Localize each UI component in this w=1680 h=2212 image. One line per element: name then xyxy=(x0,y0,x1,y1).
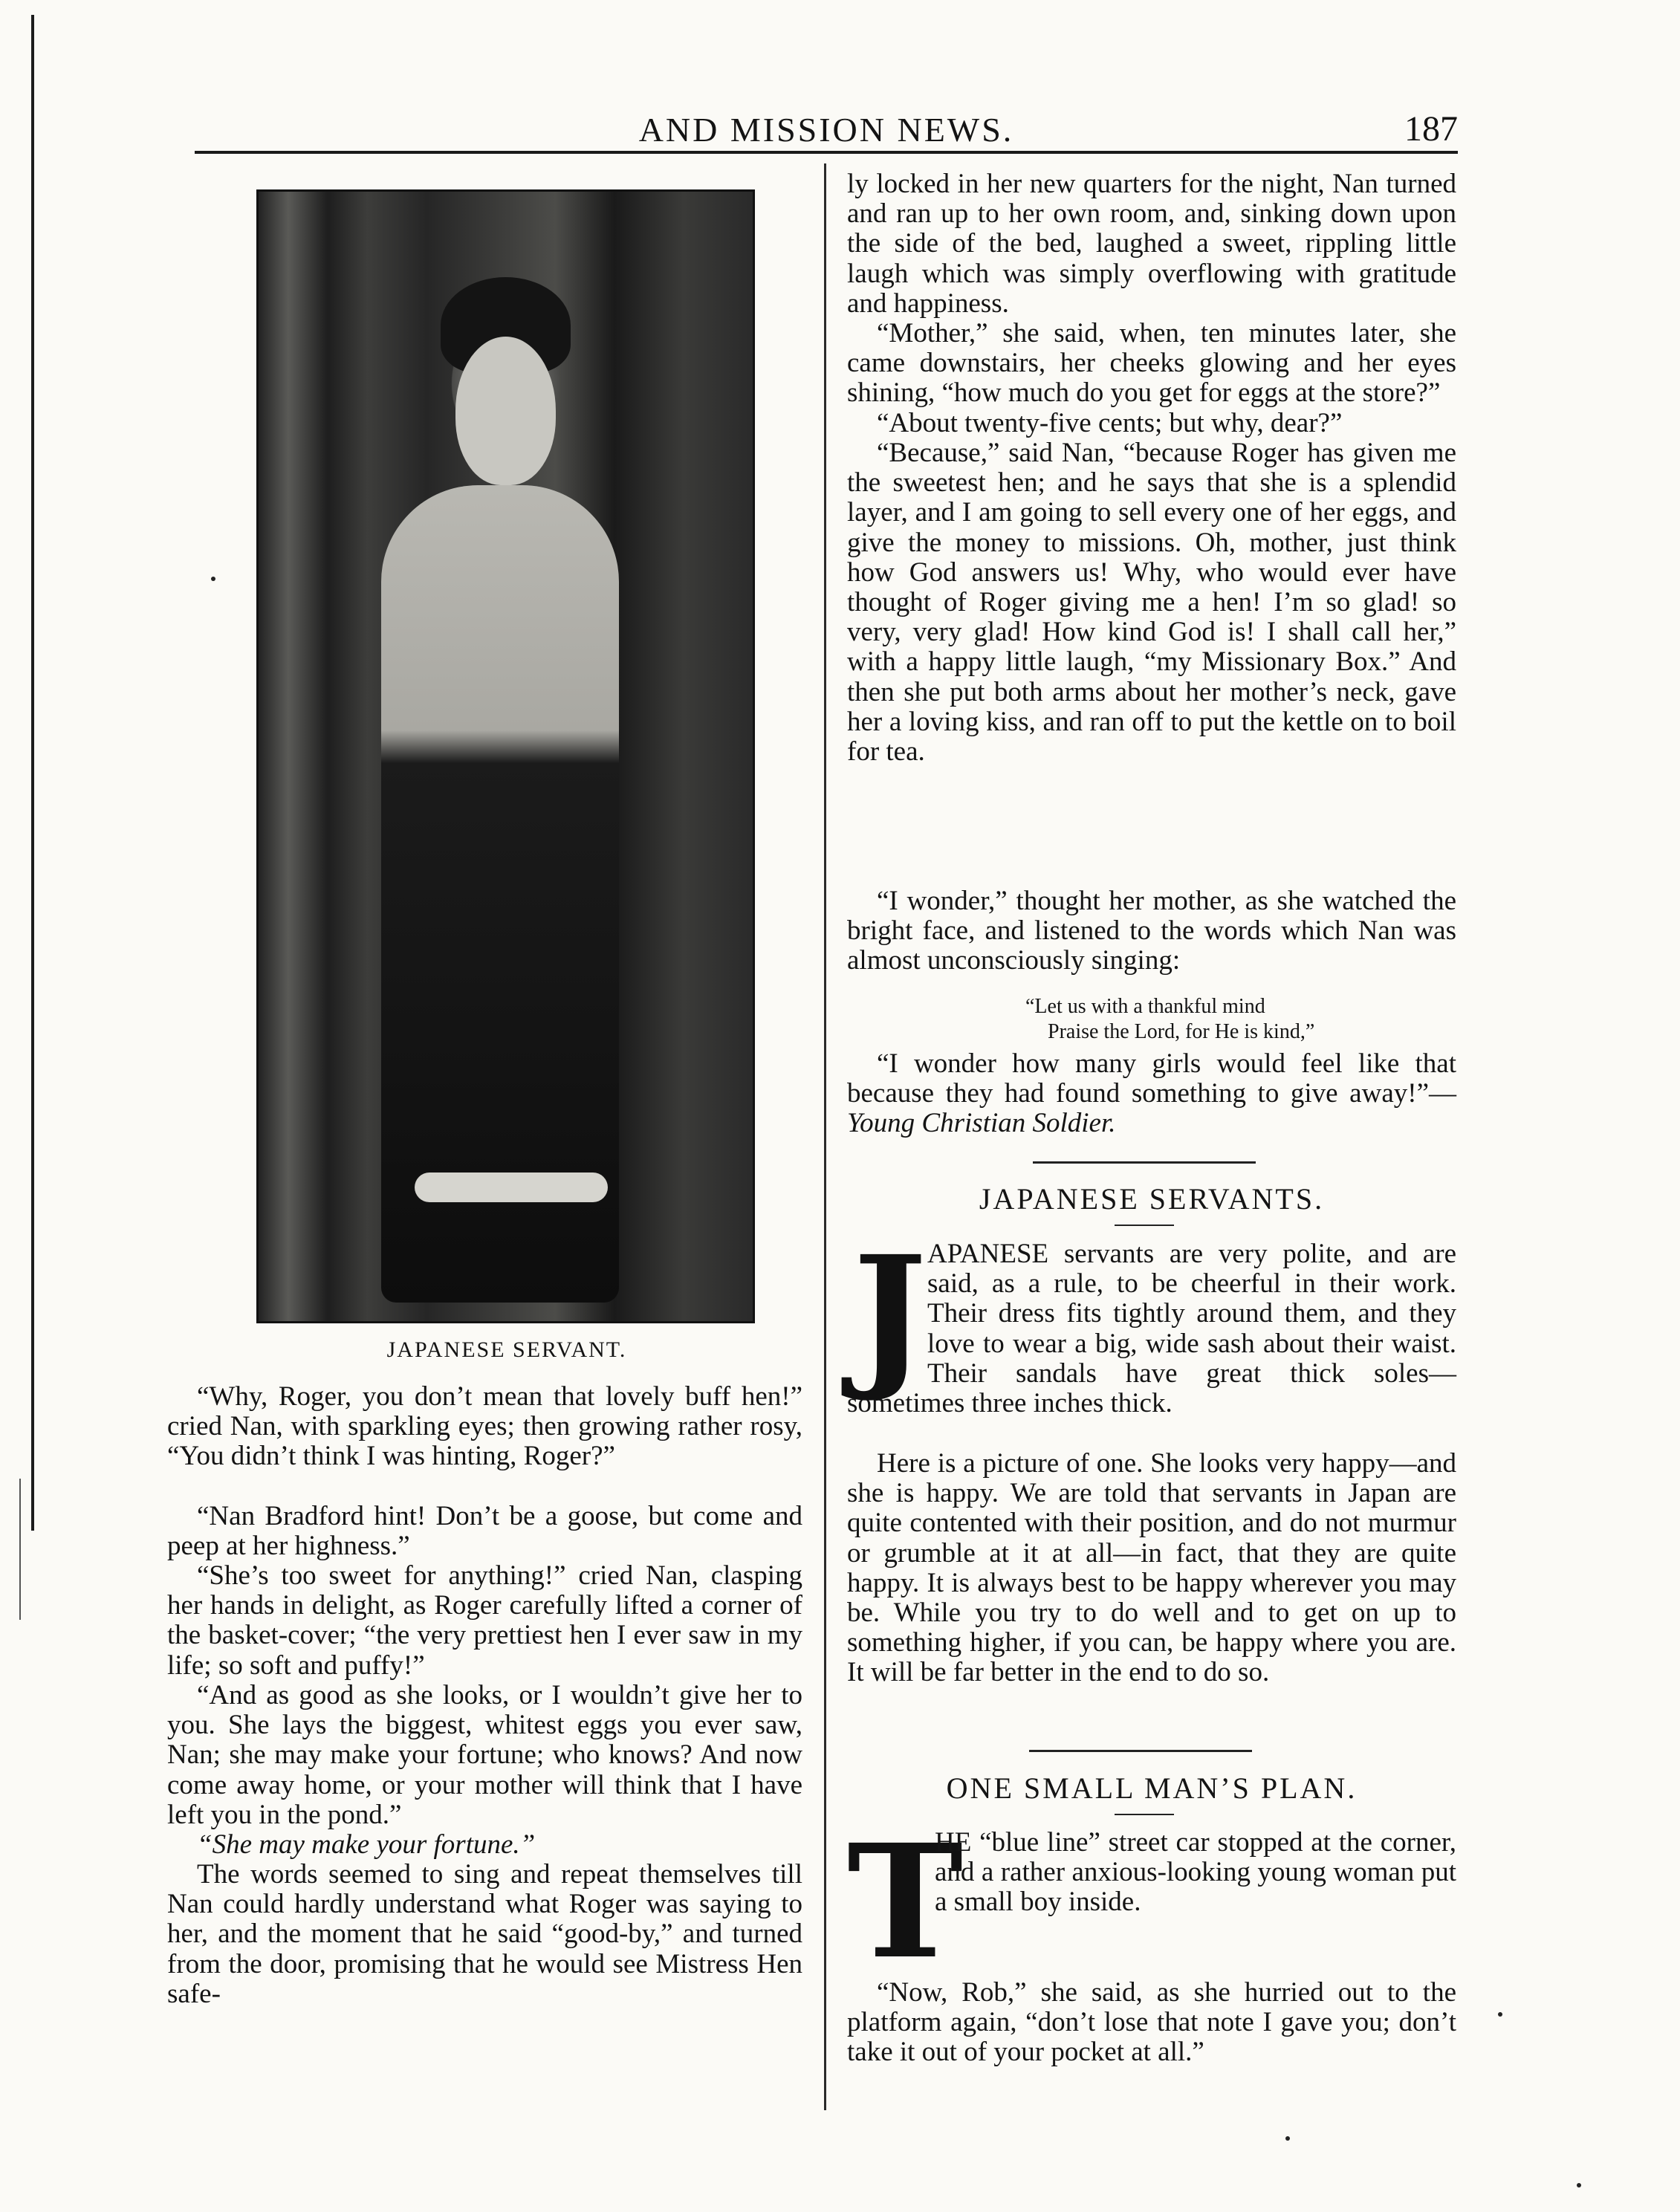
right-paragraph-2: “Mother,” she said, when, ten minutes later, she came downstairs, her cheeks glowing and her eyes shining, “how much do you get for eggs at the store?” xyxy=(847,318,1456,409)
left-paragraph-2: “Nan Bradford hint! Don’t be a goose, but come and peep at her highness.” xyxy=(167,1501,802,1562)
photo-face xyxy=(455,337,556,485)
verse-line-2: Praise the Lord, for He is kind,” xyxy=(1048,1020,1315,1043)
dropcap-t: T xyxy=(847,1810,964,1994)
right-paragraph-6 xyxy=(847,1049,1456,1139)
left-paragraph-5: “She may make your fortune.” xyxy=(197,1829,536,1860)
section-rule-2 xyxy=(1029,1750,1252,1752)
section-title-one-small-mans-plan: ONE SMALL MAN’S PLAN. xyxy=(946,1771,1358,1805)
dropcap-space-2 xyxy=(847,1828,935,1947)
left-paragraph-1: “Why, Roger, you don’t mean that lovely buff hen!” cried Nan, with sparkling eyes; then growing rather rosy, “You didn’t think I was hinting, Roger?” xyxy=(167,1381,802,1472)
section-rule-1 xyxy=(1033,1161,1256,1164)
section-title-underline-1 xyxy=(1115,1225,1174,1226)
right-paragraph-1: ly locked in her new quarters for the night, Nan turned and ran up to her own room, and, sinking down upon the side of the bed, laughed a sweet, rippling little laugh which was simply overflowing with gratitude and happiness. xyxy=(847,169,1456,319)
dropcap-j: J xyxy=(853,1222,927,1405)
left-paragraph-4: “And as good as she looks, or I wouldn’t give her to you. She lays the biggest, whitest eggs you ever saw, Nan; she may make your fortune; who knows? And now come away home, or your mother will think that I have left you in the pond.” xyxy=(167,1680,802,1830)
japanese-servants-paragraph-1 xyxy=(847,1222,1456,1419)
print-speck xyxy=(1577,2183,1581,2187)
page-number: 187 xyxy=(1404,109,1458,149)
right-paragraph-4: “Because,” said Nan, “because Roger has given me the sweetest hen; and he says that she is a splendid layer, and I am going to sell every one of her eggs, and give the money to missions. Oh, mother, just think how God answers us! Why, who would ever have thought of Roger giving me a hen! I’m so glad! so very, very glad! How kind God is! I shall call her,” with a happy little laugh, “my Missionary Box.” And then she put both arms about her mother’s neck, gave her a loving kiss, and ran off to put the kettle on to boil for tea. xyxy=(847,438,1456,768)
closing-text: “I wonder how many girls would feel like that because they had found something to give away!”— xyxy=(847,1048,1456,1109)
japanese-servant-photo xyxy=(256,189,755,1323)
left-paragraph-3: “She’s too sweet for anything!” cried Nan, clasping her hands in delight, as Roger carefully lifted a corner of the basket-cover; “the very prettiest hen I ever saw in my life; so soft and puffy!” xyxy=(167,1560,802,1681)
right-paragraph-5: “I wonder,” thought her mother, as she watched the bright face, and listened to the words which Nan was almost unconsciously singing: xyxy=(847,886,1456,976)
header-title: AND MISSION NEWS. xyxy=(638,111,1014,149)
section-title-underline-2 xyxy=(1115,1814,1174,1815)
page-edge-line xyxy=(31,15,34,1531)
small-mans-plan-paragraph-1 xyxy=(847,1828,1456,1947)
left-paragraph-6: The words seemed to sing and repeat themselves till Nan could hardly understand what Roger was saying to her, and the moment that he said “good-by,” and turned from the door, promising that he would see Mistress Hen safe- xyxy=(167,1859,802,2009)
header-rule xyxy=(195,151,1458,154)
running-header xyxy=(195,95,1458,155)
japanese-servants-text-1: APANESE servants are very polite, and are said, as a rule, to be cheerful in their work. Their dress fits tightly around them, and they love to wear a big, wide sash about their waist. Their sandals have great thick soles—sometimes three inches thick. xyxy=(847,1239,1456,1419)
small-mans-plan-paragraph-2: “Now, Rob,” she said, as she hurried out to the platform again, “don’t lose that note I gave you; don’t take it out of your pocket at all.” xyxy=(847,1977,1456,2068)
small-mans-plan-text-1: HE “blue line” street car stopped at the corner, and a rather anxious-looking young woman put a small boy inside. xyxy=(935,1827,1456,1918)
page-edge-mark xyxy=(19,1479,21,1620)
print-speck xyxy=(1285,2136,1290,2141)
dropcap-space-1 xyxy=(847,1222,927,1405)
verse-line-1: “Let us with a thankful mind xyxy=(1025,995,1265,1018)
source-credit: Young Christian Soldier. xyxy=(847,1108,1116,1139)
photo-caption: JAPANESE SERVANT. xyxy=(386,1337,627,1362)
japanese-servants-paragraph-2: Here is a picture of one. She looks very happy—and she is happy. We are told that servants in Japan are quite contented with their position, and do not murmur or grumble at it at all—in fact, that they are quite happy. It is always best to be happy wherever you may be. While you try to do well and to get on up to something higher, if you can, be happy where you are. It will be far better in the end to do so. xyxy=(847,1448,1456,1688)
print-speck xyxy=(211,577,215,581)
section-title-japanese-servants: JAPANESE SERVANTS. xyxy=(979,1182,1325,1216)
print-speck xyxy=(1498,2012,1502,2017)
hymn-verse xyxy=(1025,994,1441,1045)
right-paragraph-3: “About twenty-five cents; but why, dear?” xyxy=(877,408,1343,438)
column-divider xyxy=(824,163,826,2110)
photo-sandals xyxy=(415,1173,608,1202)
